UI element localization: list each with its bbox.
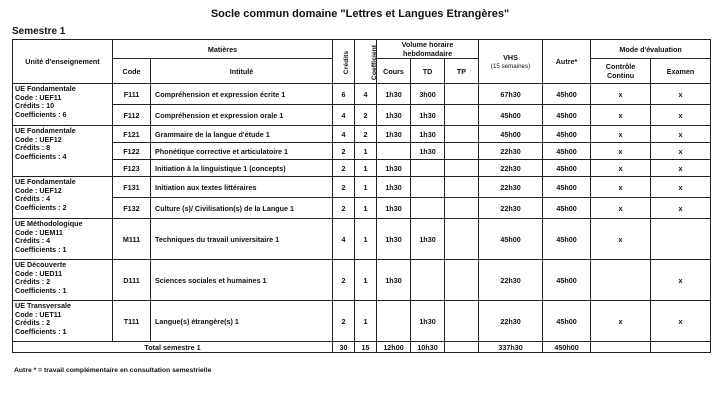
course-controle-continu: x [591, 301, 651, 342]
course-tp [445, 84, 479, 105]
total-td: 10h30 [411, 342, 445, 353]
course-autre: 45h00 [543, 160, 591, 177]
course-td: 1h30 [411, 105, 445, 126]
course-title: Phonétique corrective et articulatoire 1 [151, 143, 333, 160]
course-tp [445, 160, 479, 177]
course-examen: x [651, 105, 711, 126]
course-autre: 45h00 [543, 198, 591, 219]
unit-line: Crédits : 10 [15, 101, 55, 111]
unit-line: Code : UEF12 [15, 134, 62, 144]
course-controle-continu: x [591, 160, 651, 177]
unit-line: Crédits : 4 [15, 194, 51, 204]
course-credits: 2 [333, 160, 355, 177]
header-unite: Unité d'enseignement [13, 40, 113, 84]
course-vhs: 22h30 [479, 198, 543, 219]
course-cours: 1h30 [377, 84, 411, 105]
unit-line: Code : UEM11 [15, 227, 63, 237]
course-title: Initiation aux textes littéraires [151, 177, 333, 198]
course-cours [377, 143, 411, 160]
header-controle: Contrôle Continu [591, 59, 651, 84]
table-row [13, 84, 711, 105]
course-code: F122 [113, 143, 151, 160]
unit-line: Code : UET11 [15, 309, 62, 319]
course-tp [445, 143, 479, 160]
course-coefficient: 1 [355, 177, 377, 198]
unit-line: UE Méthodologique [15, 219, 83, 228]
course-vhs: 22h30 [479, 160, 543, 177]
course-tp [445, 219, 479, 260]
course-cours: 1h30 [377, 177, 411, 198]
course-vhs: 67h30 [479, 84, 543, 105]
course-credits: 2 [333, 143, 355, 160]
total-cc-empty [591, 342, 651, 353]
course-cours: 1h30 [377, 219, 411, 260]
unit-cell [13, 84, 113, 126]
unit-line: Code : UEF12 [15, 185, 62, 195]
table-row [13, 177, 711, 198]
course-code: M111 [113, 219, 151, 260]
curriculum-table [12, 39, 711, 353]
course-cours: 1h30 [377, 126, 411, 143]
course-title: Culture (s)/ Civilisation(s) de la Langue 1 [151, 198, 333, 219]
course-td: 3h00 [411, 84, 445, 105]
course-credits: 4 [333, 126, 355, 143]
table-row [13, 198, 711, 219]
unit-line: Coefficients : 1 [15, 285, 67, 295]
course-coefficient: 4 [355, 84, 377, 105]
unit-line: Coefficients : 6 [15, 109, 67, 119]
unit-line: Coefficients : 4 [15, 151, 67, 161]
course-autre: 45h00 [543, 260, 591, 301]
course-coefficient: 1 [355, 219, 377, 260]
course-credits: 2 [333, 260, 355, 301]
unit-line: UE Fondamentale [15, 126, 76, 135]
course-cours: 1h30 [377, 260, 411, 301]
course-vhs: 22h30 [479, 260, 543, 301]
course-credits: 4 [333, 105, 355, 126]
header-volume: Volume horaire hebdomadaire [377, 40, 479, 59]
document-title: Socle commun domaine "Lettres et Langues Etrangères" [210, 8, 510, 20]
course-tp [445, 198, 479, 219]
unit-line: Code : UED11 [15, 268, 63, 278]
course-td: 1h30 [411, 143, 445, 160]
course-code: F131 [113, 177, 151, 198]
course-vhs: 22h30 [479, 177, 543, 198]
course-title: Langue(s) étrangère(s) 1 [151, 301, 333, 342]
total-row [13, 342, 711, 353]
table-row [13, 219, 711, 260]
course-td: 1h30 [411, 301, 445, 342]
course-credits: 6 [333, 84, 355, 105]
course-vhs: 22h30 [479, 143, 543, 160]
course-title: Compréhension et expression écrite 1 [151, 84, 333, 105]
course-autre: 45h00 [543, 177, 591, 198]
unit-line: Crédits : 4 [15, 236, 51, 246]
course-autre: 45h00 [543, 84, 591, 105]
header-vhs: VHS (15 semaines) [479, 40, 543, 84]
course-vhs: 45h00 [479, 105, 543, 126]
course-controle-continu: x [591, 84, 651, 105]
course-controle-continu: x [591, 126, 651, 143]
table-row [13, 126, 711, 143]
course-examen: x [651, 84, 711, 105]
unit-line: UE Découverte [15, 260, 67, 269]
header-autre: Autre* [543, 40, 591, 84]
course-td [411, 198, 445, 219]
course-title: Initiation à la linguistique 1 (concepts) [151, 160, 333, 177]
unit-line: Crédits : 2 [15, 277, 51, 287]
course-title: Compréhension et expression orale 1 [151, 105, 333, 126]
header-tp: TP [445, 59, 479, 84]
course-code: F112 [113, 105, 151, 126]
course-vhs: 45h00 [479, 219, 543, 260]
course-td: 1h30 [411, 126, 445, 143]
course-controle-continu: x [591, 198, 651, 219]
course-code: F123 [113, 160, 151, 177]
table-row [13, 143, 711, 160]
course-coefficient: 2 [355, 126, 377, 143]
unit-cell [13, 260, 113, 301]
header-mode: Mode d'évaluation [591, 40, 711, 59]
header-examen: Examen [651, 59, 711, 84]
course-controle-continu: x [591, 105, 651, 126]
course-autre: 45h00 [543, 219, 591, 260]
course-coefficient: 1 [355, 143, 377, 160]
course-cours: 1h30 [377, 198, 411, 219]
unit-cell [13, 219, 113, 260]
course-cours: 1h30 [377, 160, 411, 177]
course-tp [445, 260, 479, 301]
table-body [13, 84, 711, 342]
total-vhs: 337h30 [479, 342, 543, 353]
course-autre: 45h00 [543, 126, 591, 143]
course-coefficient: 1 [355, 260, 377, 301]
unit-line: Crédits : 8 [15, 143, 51, 153]
course-coefficient: 2 [355, 105, 377, 126]
course-code: T111 [113, 301, 151, 342]
unit-line: Coefficients : 1 [15, 326, 67, 336]
course-code: D111 [113, 260, 151, 301]
course-tp [445, 126, 479, 143]
unit-line: UE Fondamentale [15, 84, 76, 93]
unit-line: Code : UEF11 [15, 92, 62, 102]
course-controle-continu [591, 260, 651, 301]
table-row [13, 160, 711, 177]
course-examen: x [651, 177, 711, 198]
course-td [411, 177, 445, 198]
header-coefficient: Coefficient [355, 40, 377, 84]
unit-line: Crédits : 2 [15, 318, 51, 328]
course-vhs: 45h00 [479, 126, 543, 143]
unit-cell [13, 177, 113, 219]
course-examen: x [651, 198, 711, 219]
course-code: F121 [113, 126, 151, 143]
unit-line: UE Transversale [15, 301, 71, 310]
course-examen: x [651, 260, 711, 301]
course-tp [445, 105, 479, 126]
table-row [13, 260, 711, 301]
course-credits: 2 [333, 177, 355, 198]
total-credits: 30 [333, 342, 355, 353]
course-examen: x [651, 143, 711, 160]
course-controle-continu: x [591, 219, 651, 260]
unit-line: UE Fondamentale [15, 177, 76, 186]
unit-line: Coefficients : 1 [15, 244, 67, 254]
course-cours: 1h30 [377, 105, 411, 126]
table-row [13, 105, 711, 126]
course-examen: x [651, 160, 711, 177]
course-credits: 2 [333, 301, 355, 342]
course-td: 1h30 [411, 219, 445, 260]
unit-line: Coefficients : 2 [15, 202, 67, 212]
course-credits: 2 [333, 198, 355, 219]
course-autre: 45h00 [543, 143, 591, 160]
course-td [411, 260, 445, 301]
table-row [13, 301, 711, 342]
header-intitule: Intitulé [151, 59, 333, 84]
course-title: Grammaire de la langue d'étude 1 [151, 126, 333, 143]
header-credits: Crédits [333, 40, 355, 84]
total-coef: 15 [355, 342, 377, 353]
footnote: Autre * = travail complémentaire en consultation semestrielle [14, 367, 212, 374]
course-controle-continu: x [591, 143, 651, 160]
course-controle-continu: x [591, 177, 651, 198]
header-code: Code [113, 59, 151, 84]
course-coefficient: 1 [355, 301, 377, 342]
total-exam-empty [651, 342, 711, 353]
course-coefficient: 1 [355, 198, 377, 219]
course-examen [651, 219, 711, 260]
course-tp [445, 177, 479, 198]
course-examen: x [651, 301, 711, 342]
total-cours: 12h00 [377, 342, 411, 353]
course-coefficient: 1 [355, 160, 377, 177]
unit-cell [13, 126, 113, 177]
course-td [411, 160, 445, 177]
total-label: Total semestre 1 [13, 342, 333, 353]
course-title: Sciences sociales et humaines 1 [151, 260, 333, 301]
unit-cell [13, 301, 113, 342]
total-tp [445, 342, 479, 353]
total-autre: 450h00 [543, 342, 591, 353]
header-matieres: Matières [113, 40, 333, 59]
course-examen: x [651, 126, 711, 143]
course-autre: 45h00 [543, 301, 591, 342]
header-td: TD [411, 59, 445, 84]
course-vhs: 22h30 [479, 301, 543, 342]
semester-label: Semestre 1 [12, 26, 66, 37]
course-code: F111 [113, 84, 151, 105]
course-autre: 45h00 [543, 105, 591, 126]
course-code: F132 [113, 198, 151, 219]
course-credits: 4 [333, 219, 355, 260]
header-cours: Cours [377, 59, 411, 84]
course-tp [445, 301, 479, 342]
course-title: Techniques du travail universitaire 1 [151, 219, 333, 260]
course-cours [377, 301, 411, 342]
